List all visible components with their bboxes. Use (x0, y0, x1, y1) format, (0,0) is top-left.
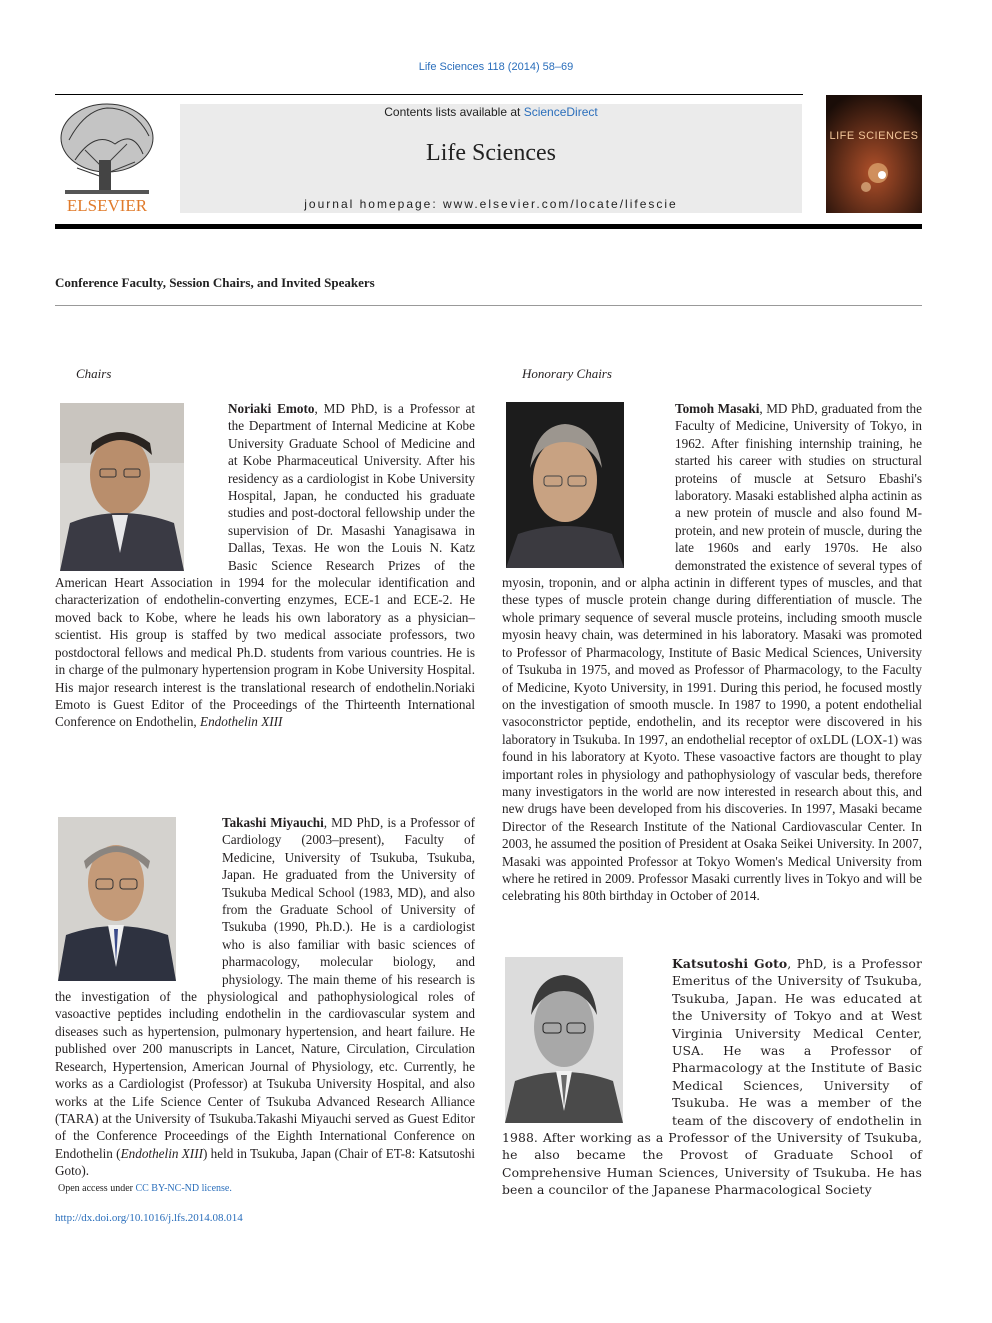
sciencedirect-link[interactable]: ScienceDirect (523, 105, 598, 119)
header-top-rule (55, 94, 803, 95)
journal-title: Life Sciences (426, 140, 556, 166)
bio-text-takashi-miyauchi: , MD PhD, is a Professor of Cardiology (2003–present), Faculty of Medicine, University of Tsukuba, Tsukuba, Japan. He graduated from the University of Tsukuba Medical School (1983, MD), and also from the Graduate School of University of Tsukuba (1990, Ph.D.). He is a cardiologist who is also familiar with basic sciences of pharmacology, molecular biology, and physiology. The main theme of his research is the investigation of the physiological and pathophysiological roles of vasoactive peptides including endothelin in the cardiovascular system and diseases such as hypertension, pulmonary hypertension, and heart failure. He published over 200 manuscripts in Lancet, Nature, Circulation, Circulation Research, Hypertension, American Journal of Physiology, etc. Currently, he works as a Cardiologist (Professor) at Tsukuba University Hospital, and also works at the Life Science Center of Tsukuba Advanced Research Alliance (TARA) at the University of Tsukuba.Takashi Miyauchi served as Guest Editor of the Conference Proceedings of the Eighth International Conference on Endothelin ( (55, 815, 475, 1161)
bio-tomoh-masaki (502, 400, 922, 905)
name-tomoh-masaki: Tomoh Masaki (675, 401, 760, 416)
journal-homepage[interactable]: journal homepage: www.elsevier.com/locate/lifescie (304, 197, 678, 211)
name-noriaki-emoto: Noriaki Emoto (228, 401, 315, 416)
elsevier-tree-icon (55, 100, 159, 215)
bio-text-noriaki-emoto: , MD PhD, is a Professor at the Department of Internal Medicine at Kobe University Graduate School of Medicine and at Kobe Pharmaceutical University. After his residency as a cardiologist in Kobe University Hospital, Japan, he conducted his graduate studies and post-doctoral fellowship under the supervision of Dr. Masashi Yanagisawa in Dallas, Texas. He won the Louis N. Katz Basic Science Research Prizes of the American Heart Association in 1994 for the molecular identification and characterization of endothelin-converting enzymes, ECE-1 and ECE-2. He moved back to Kobe, where he leads his own laboratory as a physician–scientist. His group is staffed by two medical associate professors, two postdoctoral fellows and medical Ph.D. students from various countries. He is in charge of the pulmonary hypertension program in Kobe University Hospital. His major research interest is the translational research of endothelin.Noriaki Emoto is Guest Editor of the Proceedings of the Thirteenth International Conference on Endothelin, (55, 401, 475, 730)
doi-link[interactable]: http://dx.doi.org/10.1016/j.lfs.2014.08.014 (55, 1212, 243, 1224)
bio-takashi-miyauchi (55, 814, 475, 1180)
bio-text-end-takashi-miyauchi: ) held in Tsukuba, Japan (Chair of ET-8: Katsutoshi Goto). (55, 1145, 475, 1179)
contents-line (180, 105, 802, 119)
bio-italic-noriaki-emoto: Endothelin XIII (200, 714, 283, 730)
portrait-takashi-miyauchi (58, 817, 176, 981)
cover-title: LIFE SCIENCES (829, 130, 919, 142)
section-title: Conference Faculty, Session Chairs, and Invited Speakers (55, 275, 375, 290)
section-rule (55, 305, 922, 306)
contents-prefix: Contents lists available at (384, 105, 521, 119)
bio-katsutoshi-goto (502, 955, 922, 1199)
name-katsutoshi-goto: Katsutoshi Goto (672, 956, 788, 971)
elsevier-wordmark: ELSEVIER (66, 196, 148, 215)
name-takashi-miyauchi: Takashi Miyauchi (222, 815, 324, 830)
bio-text-tomoh-masaki: , MD PhD, graduated from the Faculty of Medicine, University of Tokyo, in 1962. After finishing internship training, he started his career with studies on structural proteins of muscle at Setsuro Ebashi's laboratory. Masaki established alpha actinin as a new protein of muscle and also found M-protein, and new protein of muscle, during the late 1960s and early 1970s. He also demonstrated the existence of several types of myosin, troponin, and or alpha actinin in different types of muscles, and that these types of muscle protein change during differentiation of muscle. The whole primary sequence of several muscle proteins, including smooth muscle myosin heavy chain, was determined in his laboratory. Masaki was promoted to Professor of Pharmacology, Institute of Basic Medical Sciences, University of Tsukuba in 1975, and moved as Professor of Pharmacology, to the Faculty of Medicine, Kyoto University, in 1991. During this period, he focused mostly on the investigation of smooth muscle. In 1987 to 1990, a potent endothelial vasoconstrictor peptide, endothelin, and its receptor were discovered in his laboratory in Tsukuba. In 1997, an endothelial receptor of oxLDL (LOX-1) was found in his laboratory at Kyoto. These vasoactive factors are thought to play important roles in physiology and pathophysiology of vascular beds, therefore many investigators in the world are now interested in research about this, and new drugs have been developed from his discoveries. In 1997, Masaki became Director of the Research Institute of the National Cardiovascular Center. In 2003, he assumed the position of President at Osaka Seikei University. In 2007, Masaki was appointed Professor at Tokyo Women's Medical University from where he retired in 2009. Professor Masaki currently lives in Tokyo and will be celebrating his 80th birthday in October of 2014. (502, 401, 922, 904)
bio-text-katsutoshi-goto: , PhD, is a Professor Emeritus of the University of Tsukuba, Tsukuba, Japan. He was educated at the University of Tokyo and at West Virginia University Medical Center, USA. He was a Professor of Pharmacology at the Institute of Basic Medical Sciences, University of Tsukuba. He was a member of the team of the discovery of endothelin in 1988. After working as a Professor of the University of Tsukuba, he also became the Provost of Graduate School of Comprehensive Human Sciences, University of Tsukuba. He has been a councilor of the Japanese Pharmacological Society (502, 956, 922, 1198)
header-thick-rule (55, 224, 922, 229)
elsevier-logo[interactable] (55, 100, 159, 215)
chairs-label: Chairs (76, 366, 112, 381)
open-access-prefix: Open access under (58, 1183, 133, 1194)
portrait-noriaki-emoto (60, 403, 184, 571)
bio-italic-takashi-miyauchi: Endothelin XIII (120, 1145, 203, 1161)
journal-citation[interactable]: Life Sciences 118 (2014) 58–69 (418, 61, 574, 73)
license-link[interactable]: CC BY-NC-ND license. (135, 1183, 232, 1194)
journal-cover[interactable] (826, 95, 922, 213)
portrait-tomoh-masaki (506, 402, 624, 568)
portrait-katsutoshi-goto (505, 957, 623, 1123)
cover-image (826, 95, 922, 213)
bio-noriaki-emoto (55, 400, 475, 731)
open-access-note (58, 1183, 232, 1194)
honorary-chairs-label: Honorary Chairs (522, 366, 612, 381)
